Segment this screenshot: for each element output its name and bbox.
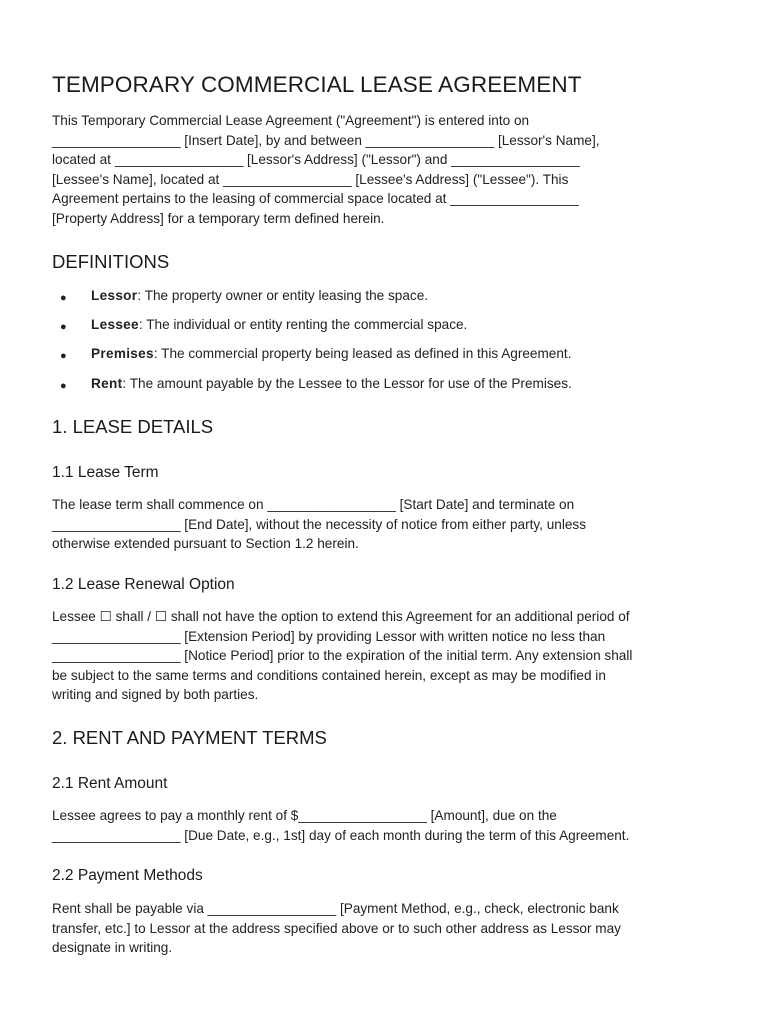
bullet-icon: ● <box>60 350 67 363</box>
definition-description: : The property owner or entity leasing the space. <box>137 288 429 303</box>
paragraph-line: _________________ [Due Date, e.g., 1st] day of each month during the term of this Agreement. <box>52 827 630 843</box>
paragraph-line: _________________ [Notice Period] prior to the expiration of the initial term. Any extension shall <box>52 648 633 664</box>
section-2-1-heading: 2.1 Rent Amount <box>52 775 168 792</box>
definition-description: : The commercial property being leased as defined in this Agreement. <box>153 346 572 362</box>
intro-line: This Temporary Commercial Lease Agreement ("Agreement") is entered into on <box>52 113 530 128</box>
renewal-option-paragraph <box>52 607 732 705</box>
intro-line: _________________ [Insert Date], by and between _________________ [Lessor's Name], <box>52 132 600 148</box>
intro-line: [Property Address] for a temporary term defined herein. <box>52 210 385 226</box>
section-1-1-heading: 1.1 Lease Term <box>52 464 159 481</box>
paragraph-line: Rent shall be payable via _________________ [Payment Method, e.g., check, electronic bank <box>52 901 619 916</box>
definition-term: Lessee <box>91 317 139 333</box>
paragraph-line: designate in writing. <box>52 940 173 956</box>
definition-term: Rent <box>91 375 123 391</box>
section-1-heading: 1. LEASE DETAILS <box>52 416 214 437</box>
definition-text <box>91 344 571 364</box>
lease-term-paragraph <box>52 495 732 554</box>
document-title: TEMPORARY COMMERCIAL LEASE AGREEMENT <box>52 72 582 97</box>
definition-term: Premises <box>91 346 154 362</box>
definition-description: : The amount payable by the Lessee to the Lessor for use of the Premises. <box>122 375 572 391</box>
paragraph-line: writing and signed by both parties. <box>52 687 259 703</box>
rent-amount-paragraph <box>52 806 732 845</box>
paragraph-line: Lessee agrees to pay a monthly rent of $_________________ [Amount], due on the <box>52 808 557 823</box>
definition-text <box>91 286 428 306</box>
bullet-icon: ● <box>60 321 67 334</box>
section-1-2-heading: 1.2 Lease Renewal Option <box>52 576 235 593</box>
definitions-heading: DEFINITIONS <box>52 251 170 272</box>
definition-text <box>91 374 572 394</box>
paragraph-line: transfer, etc.] to Lessor at the address specified above or to such other address as Lessor may <box>52 920 621 936</box>
paragraph-line: Lessee ☐ shall / ☐ shall not have the option to extend this Agreement for an additional period of <box>52 609 630 624</box>
intro-line: located at _________________ [Lessor's Address] ("Lessor") and _________________ <box>52 152 580 168</box>
bullet-icon: ● <box>60 292 67 304</box>
paragraph-line: _________________ [End Date], without the necessity of notice from either party, unless <box>52 516 587 532</box>
paragraph-line: be subject to the same terms and conditions contained herein, except as may be modified in <box>52 667 606 683</box>
intro-line: Agreement pertains to the leasing of commercial space located at _________________ <box>52 191 579 207</box>
paragraph-line: _________________ [Extension Period] by providing Lessor with written notice no less than <box>52 628 606 644</box>
bullet-icon: ● <box>60 379 67 392</box>
intro-paragraph <box>52 111 732 229</box>
section-2-heading: 2. RENT AND PAYMENT TERMS <box>52 727 327 748</box>
intro-line: [Lessee's Name], located at _________________ [Lessee's Address] ("Lessee"). This <box>52 171 569 187</box>
paragraph-line: otherwise extended pursuant to Section 1.2 herein. <box>52 536 359 552</box>
definition-text <box>91 315 467 335</box>
paragraph-line: The lease term shall commence on _________________ [Start Date] and terminate on <box>52 497 575 512</box>
definition-term: Lessor <box>91 288 138 303</box>
payment-methods-paragraph <box>52 899 732 958</box>
definition-description: : The individual or entity renting the commercial space. <box>138 317 468 333</box>
section-2-2-heading: 2.2 Payment Methods <box>52 867 203 884</box>
